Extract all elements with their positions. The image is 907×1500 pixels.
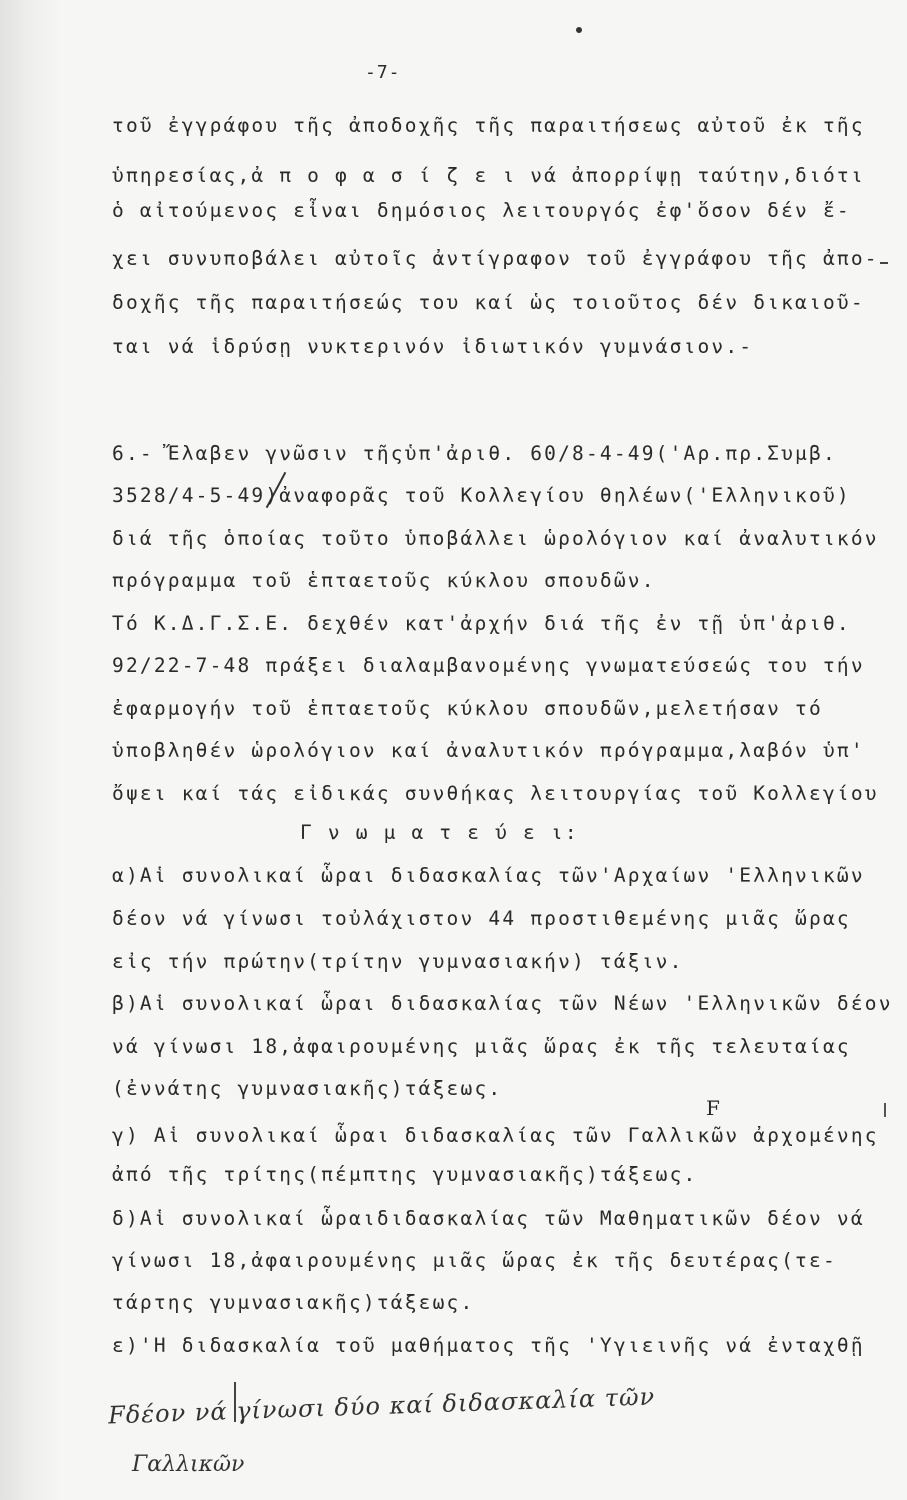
handwritten-note-line-1: Fδέον νά γίνωσι δύο καί διδασκαλία τῶν bbox=[107, 1382, 656, 1430]
text-line-2: ὑπηρεσίας,ἀ π ο φ α σ ί ζ ε ι νά ἀπορρίψῃ ταύτην,διότι bbox=[112, 164, 865, 187]
text-line-5: δοχῆς τῆς παραιτήσεώς του καί ὡς τοιοῦτος δέν δικαιοῦ- bbox=[112, 291, 865, 314]
text-line-10: πρόγραμμα τοῦ ἑπταετοῦς κύκλου σπουδῶν. bbox=[112, 569, 656, 592]
section-heading: Γ ν ω μ α τ ε ύ ε ι: bbox=[300, 821, 579, 844]
text-line-21: νά γίνωσι 18,ἀφαιρουμένης μιᾶς ὥρας ἐκ τῆς τελευταίας bbox=[112, 1035, 851, 1058]
text-line-17: α)Αἱ συνολικαί ὧραι διδασκαλίας τῶν'Αρχαίων 'Ελληνικῶν bbox=[112, 864, 865, 887]
text-line-23: γ) Αἱ συνολικαί ὧραι διδασκαλίας τῶν Γαλλικῶν ἀρχομένης bbox=[112, 1124, 879, 1147]
text-line-9: διά τῆς ὁποίας τοῦτο ὑποβάλλει ὡρολόγιον καί ἀναλυτικόν bbox=[112, 527, 879, 550]
text-line-8: 3528/4-5-49)ἀναφορᾶς τοῦ Κολλεγίου θηλέων('Ελληνικοῦ) bbox=[112, 484, 851, 507]
text-line-15: ὄψει καί τάς εἰδικάς συνθήκας λειτουργίας τοῦ Κολλεγίου bbox=[112, 782, 879, 805]
text-line-27: τάρτης γυμνασιακῆς)τάξεως. bbox=[112, 1291, 475, 1314]
text-line-19: εἰς τήν πρώτην(τρίτην γυμνασιακήν) τάξιν. bbox=[112, 950, 684, 973]
ink-dot bbox=[576, 27, 582, 33]
handwritten-note-line-2: Γαλλικῶν bbox=[132, 1452, 245, 1477]
text-line-20: β)Αἱ συνολικαί ὧραι διδασκαλίας τῶν Νέων 'Ελληνικῶν δέον bbox=[112, 992, 893, 1015]
page-binding-edge bbox=[0, 0, 60, 1500]
text-line-1: τοῦ ἐγγράφου τῆς ἀποδοχῆς τῆς παραιτήσεως αὐτοῦ ἐκ τῆς bbox=[112, 114, 865, 137]
page-number: -7- bbox=[365, 62, 401, 83]
inserted-mark-f: F bbox=[706, 1096, 720, 1120]
text-line-13: ἐφαρμογήν τοῦ ἑπταετοῦς κύκλου σπουδῶν,μελετήσαν τό bbox=[112, 697, 823, 720]
margin-tick-mark bbox=[880, 262, 888, 264]
text-line-25: δ)Αἱ συνολικαί ὧραιδιδασκαλίας τῶν Μαθηματικῶν δέον νά bbox=[112, 1207, 865, 1230]
text-line-28: ε)'Η διδασκαλία τοῦ μαθήματος τῆς 'Υγιεινῆς νά ἐνταχθῇ bbox=[112, 1334, 865, 1357]
text-line-26: γίνωσι 18,ἀφαιρουμένης μιᾶς ὥρας ἐκ τῆς δευτέρας(τε- bbox=[112, 1249, 837, 1272]
text-line-22: (ἐννάτης γυμνασιακῆς)τάξεως. bbox=[112, 1077, 503, 1100]
text-line-3: ὁ αἰτούμενος εἶναι δημόσιος λειτουργός ἐφ'ὅσον δέν ἔ- bbox=[112, 199, 851, 222]
text-line-11: Τό Κ.Δ.Γ.Σ.Ε. δεχθέν κατ'ἀρχήν διά τῆς ἐν τῇ ὑπ'ἀριθ. bbox=[112, 612, 851, 635]
text-line-7: 6.- Ἔλαβεν γνῶσιν τῆςὑπ'ἀριθ. 60/8-4-49('Αρ.πρ.Συμβ. bbox=[112, 442, 837, 465]
text-line-14: ὑποβληθέν ὡρολόγιον καί ἀναλυτικόν πρόγραμμα,λαβόν ὑπ' bbox=[112, 739, 865, 762]
text-line-6: ται νά ἱδρύσῃ νυκτερινόν ἰδιωτικόν γυμνάσιον.- bbox=[112, 335, 754, 358]
text-line-4: χει συνυποβάλει αὐτοῖς ἀντίγραφον τοῦ ἐγγράφου τῆς ἀπο- bbox=[112, 247, 879, 270]
text-line-12: 92/22-7-48 πράξει διαλαμβανομένης γνωματεύσεώς του τήν bbox=[112, 654, 865, 677]
text-line-18: δέον νά γίνωσι τοὐλάχιστον 44 προστιθεμένης μιᾶς ὥρας bbox=[112, 907, 851, 930]
margin-bar-mark bbox=[884, 1103, 886, 1117]
text-line-24: ἀπό τῆς τρίτης(πέμπτης γυμνασιακῆς)τάξεως. bbox=[112, 1163, 698, 1186]
